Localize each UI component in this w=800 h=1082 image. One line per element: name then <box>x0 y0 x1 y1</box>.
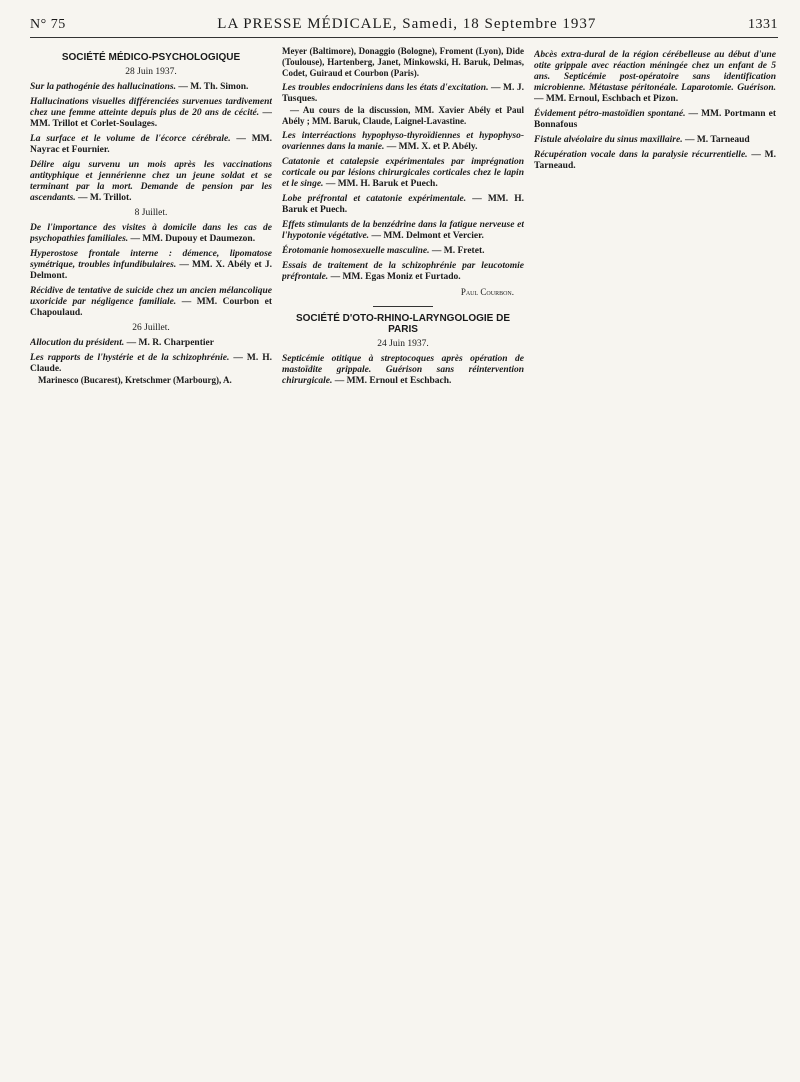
entry-title: Fistule alvéolaire du sinus maxillaire. — M. Tarneaud <box>534 135 750 145</box>
signature: Paul Courbon. <box>460 287 514 297</box>
entry-title: Sur la pathogénie des hallucinations. — M. Th. Simon. <box>30 82 249 92</box>
entry-authors: — MM. Nayrac et Fournier. <box>30 134 272 155</box>
entry-authors: — MM. H. Baruk et Puech. <box>325 179 438 189</box>
issue-number: N° 75 <box>30 17 66 32</box>
column-2 <box>282 46 524 387</box>
entry-authors: — M. Tarneaud <box>684 135 750 145</box>
entry-title: Évidement pétro-mastoïdien spontané. — MM. Portmann et Bonnafous <box>534 109 776 130</box>
entry-title: Essais de traitement de la schizophrénie par leucotomie préfrontale. — MM. Egas Moniz et Furtado. <box>282 261 524 282</box>
entry-authors: — M. Fretet. <box>431 246 485 256</box>
page-number: 1331 <box>748 17 778 32</box>
entry-title: Septicémie otitique à streptocoques après opération de mastoïdite grippale. Guérison sans réintervention chirurgicale. — MM. Ernoul et Eschbach. <box>282 354 524 386</box>
entry-authors: — MM. X. et P. Abély. <box>386 142 478 152</box>
entry-title: Abcès extra-dural de la région cérébelleuse au début d'une otite grippale avec réaction méningée chez un enfant de 5 ans. Septicémie post-opératoire sans identification microbienne. Métastase péritonéale. Laparotomie. Guérison. — MM. Ernoul, Eschbach et Pizon. <box>534 50 776 104</box>
entry-authors: — MM. Ernoul et Eschbach. <box>334 376 452 386</box>
session-date: 28 Juin 1937. <box>125 67 177 77</box>
entry-title: Délire aigu survenu un mois après les vaccinations antityphique et jennérienne chez un jeune soldat et se terminant par la mort. Demande de pension par les ascendants. — M. Trillot. <box>30 160 272 203</box>
entry-authors: — MM. H. Baruk et Puech. <box>282 194 524 215</box>
masthead <box>30 16 778 38</box>
entry-title: Hyperostose frontale interne : démence, lipomatose symétrique, troubles infundibulaires. — MM. X. Abély et J. Delmont. <box>30 249 272 281</box>
entry-authors: — MM. Ernoul, Eschbach et Pizon. <box>534 94 679 104</box>
entry-authors: — M. Trillot. <box>78 193 132 203</box>
entry-authors: — MM. Portmann et Bonnafous <box>534 109 776 130</box>
entry-authors: — MM. Egas Moniz et Furtado. <box>330 272 461 282</box>
entry-authors: — M. Tarneaud. <box>534 150 776 171</box>
entry-title: Effets stimulants de la benzédrine dans la fatigue nerveuse et l'hypotonie végétative. — MM. Delmont et Vercier. <box>282 220 524 241</box>
entry-authors: — MM. Trillot et Corlet-Soulages. <box>30 108 272 129</box>
entry-title: Les interréactions hypophyso-thyroïdiennes et hypophyso-ovariennes dans la manie. — MM. X. et P. Abély. <box>282 131 524 152</box>
session-date: 24 Juin 1937. <box>377 339 429 349</box>
entry-title: Hallucinations visuelles différenciées survenues tardivement chez une femme atteinte depuis plus de 20 ans de cécité. — MM. Trillot et Corlet-Soulages. <box>30 97 272 129</box>
entry-authors: — M. H. Claude. <box>30 353 272 374</box>
entry-title: De l'importance des visites à domicile dans les cas de psychopathies familiales. — MM. Dupouy et Daumezon. <box>30 223 272 244</box>
entry-title: Récupération vocale dans la paralysie récurrentielle. — M. Tarneaud. <box>534 150 776 171</box>
entry-title: Catatonie et catalepsie expérimentales par imprégnation corticale ou par lésions chirurgicales corticales chez le lapin et le singe. — MM. H. Baruk et Puech. <box>282 157 524 189</box>
entry-authors: — M. J. Tusques. <box>282 83 524 104</box>
entry-title: Les troubles endocriniens dans les états d'excitation. — M. J. Tusques. <box>282 83 524 104</box>
entry-authors: — MM. Dupouy et Daumezon. <box>130 234 256 244</box>
entry-title: La surface et le volume de l'écorce cérébrale. — MM. Nayrac et Fournier. <box>30 134 272 155</box>
columns <box>30 46 778 387</box>
session-date: 26 Juillet. <box>132 323 170 333</box>
entry-title: Les rapports de l'hystérie et de la schizophrénie. — M. H. Claude. <box>30 353 272 374</box>
divider <box>373 306 433 307</box>
entry-title: Allocution du président. — M. R. Charpentier <box>30 338 214 348</box>
journal-title: LA PRESSE MÉDICALE, Samedi, 18 Septembre 1937 <box>217 16 597 32</box>
body-text: Meyer (Baltimore), Donaggio (Bologne), Froment (Lyon), Dide (Toulouse), Hartenberg, Janet, Minkowski, H. Baruk, Delmas, Codet, Guiraud et Courbon (Paris). <box>282 46 524 78</box>
entry-title: Lobe préfrontal et catatonie expérimentale. — MM. H. Baruk et Puech. <box>282 194 524 215</box>
section-title: SOCIÉTÉ D'OTO-RHINO-LARYNGOLOGIE DE PARIS <box>295 313 511 335</box>
entry-title: Érotomanie homosexuelle masculine. — M. Fretet. <box>282 246 485 256</box>
entry-authors: — M. R. Charpentier <box>126 338 214 348</box>
entry-authors: — MM. Delmont et Vercier. <box>371 231 484 241</box>
section-title: SOCIÉTÉ MÉDICO-PSYCHOLOGIQUE <box>61 52 241 63</box>
column-1 <box>30 46 272 387</box>
entry-authors: — MM. X. Abély et J. Delmont. <box>30 260 272 281</box>
session-date: 8 Juillet. <box>134 208 168 218</box>
entry-authors: — M. Th. Simon. <box>178 82 249 92</box>
body-text: — Au cours de la discussion, MM. Xavier Abély et Paul Abély ; MM. Baruk, Claude, Laignel-Lavastine. <box>282 105 524 126</box>
body-text: Marinesco (Bucarest), Kretschmer (Marbourg), A. <box>38 375 232 385</box>
entry-title: Récidive de tentative de suicide chez un ancien mélancolique uxoricide par négligence familiale. — MM. Courbon et Chapoulaud. <box>30 286 272 318</box>
column-3 <box>534 46 776 387</box>
entry-authors: — MM. Courbon et Chapoulaud. <box>30 297 272 318</box>
